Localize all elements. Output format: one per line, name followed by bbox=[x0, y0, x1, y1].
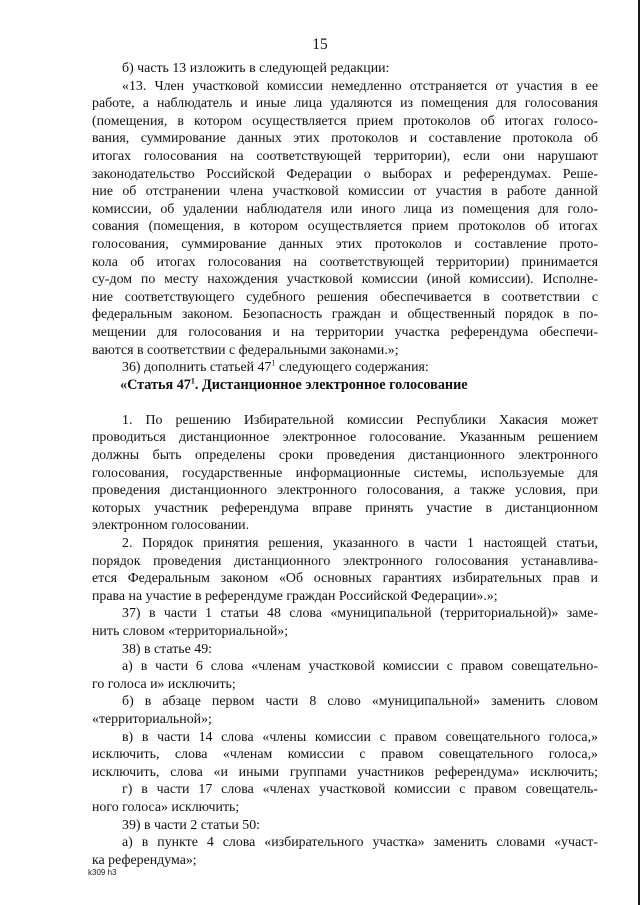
text-segment: 37) в части 1 статьи 48 слова «муниципальной (территориальной)» заме- bbox=[122, 606, 598, 622]
text-segment: должны быть определены сроки проведения дистанционного электронного bbox=[92, 448, 598, 464]
text-segment: «территориальной»; bbox=[92, 711, 212, 727]
text-segment: проводиться дистанционное электронное голосование. Указанным решением bbox=[92, 430, 598, 446]
text-line bbox=[92, 183, 598, 201]
text-segment: ка референдума»; bbox=[92, 852, 197, 868]
text-line bbox=[92, 517, 598, 535]
text-segment: ние об отстранении члена участковой комиссии от участия в работе данной bbox=[92, 184, 598, 200]
text-line bbox=[92, 852, 598, 870]
text-line bbox=[92, 324, 598, 342]
text-segment: мещении для голосования и на территории участка референдума обеспечи- bbox=[92, 324, 598, 340]
text-line bbox=[92, 676, 598, 694]
text-segment: в) в части 14 слова «члены комиссии с правом совещательного голоса,» bbox=[122, 729, 598, 745]
text-line bbox=[92, 641, 598, 659]
text-line bbox=[92, 658, 598, 676]
text-line bbox=[92, 500, 598, 518]
text-segment: итогах голосования на соответствующей территории), если они нарушают bbox=[92, 148, 598, 164]
text-segment: работе, а наблюдатель и иные лица удаляются из помещения для голосования bbox=[92, 96, 598, 112]
text-segment: комиссии, об удалении наблюдателя или иного лица из помещения для голо- bbox=[92, 201, 598, 217]
text-line bbox=[92, 764, 598, 782]
text-segment: ваются в соответствии с федеральными законами.»; bbox=[92, 342, 399, 358]
text-segment: 2. Порядок принятия решения, указанного в части 1 настоящей статьи, bbox=[122, 536, 598, 552]
text-segment: 38) в статье 49: bbox=[122, 641, 213, 657]
blank-line bbox=[92, 394, 598, 412]
article-heading bbox=[92, 377, 598, 395]
text-segment: голосования, суммирование данных этих протоколов и составление прото- bbox=[92, 236, 598, 252]
text-line bbox=[92, 271, 598, 289]
text-segment: законодательство Российской Федерации о выборах и референдумах. Реше- bbox=[92, 166, 598, 182]
text-segment: исключить, слова «и иными группами участников референдума» исключить; bbox=[92, 764, 598, 780]
text-line bbox=[92, 746, 598, 764]
text-segment: «Статья 47 bbox=[120, 376, 191, 393]
text-segment: ного голоса» исключить; bbox=[92, 799, 240, 815]
document-body bbox=[92, 60, 598, 869]
text-line bbox=[92, 130, 598, 148]
page-number: 15 bbox=[312, 36, 328, 53]
text-line bbox=[92, 254, 598, 272]
text-segment: порядок проведения дистанционного электронного голосования устанавлива- bbox=[92, 553, 598, 569]
text-segment: кола об итогах голосования на соответствующей территории) принимается bbox=[92, 254, 598, 270]
text-line bbox=[92, 623, 598, 641]
text-segment: голосования, государственные информационные системы, используемые для bbox=[92, 465, 598, 481]
text-segment: 1. По решению Избирательной комиссии Республики Хакасия может bbox=[122, 412, 598, 428]
text-line bbox=[92, 711, 598, 729]
text-line bbox=[92, 834, 598, 852]
text-line bbox=[92, 465, 598, 483]
text-segment: которых участник референдума вправе принять участие в дистанционном bbox=[92, 500, 598, 516]
text-segment: федеральным законом. Безопасность граждан и общественный порядок в по- bbox=[92, 307, 598, 323]
text-line bbox=[92, 218, 598, 236]
text-segment: а) в пункте 4 слова «избирательного участка» заменить словами «участ- bbox=[122, 835, 598, 851]
text-line bbox=[92, 799, 598, 817]
text-line bbox=[92, 113, 598, 131]
text-segment: «13. Член участковой комиссии немедленно отстраняется от участия в ее bbox=[122, 78, 598, 94]
footer-code: k309 h3 bbox=[88, 868, 117, 877]
text-segment: нить словом «территориальной»; bbox=[92, 624, 289, 639]
text-segment: . Дистанционное электронное голосование bbox=[194, 376, 468, 393]
text-line bbox=[92, 78, 598, 96]
text-segment: г) в части 17 слова «членах участковой комиссии с правом совещатель- bbox=[122, 782, 598, 798]
text-segment: су-дом по месту нахождения участковой комиссии (иной комиссии). Исполне- bbox=[92, 272, 598, 288]
text-segment: б) часть 13 изложить в следующей редакции: bbox=[122, 61, 390, 76]
superscript: 1 bbox=[271, 359, 276, 368]
text-segment: электронном голосовании. bbox=[92, 518, 250, 534]
text-line bbox=[92, 359, 598, 377]
text-line bbox=[92, 289, 598, 307]
text-line bbox=[92, 447, 598, 465]
text-line bbox=[92, 588, 598, 606]
text-segment: следующего содержания: bbox=[275, 360, 429, 376]
text-segment: проведения дистанционного электронного голосования, а также условия, при bbox=[92, 483, 598, 499]
text-line bbox=[92, 729, 598, 747]
text-line bbox=[92, 342, 598, 360]
text-segment: права на участие в референдуме граждан Российской Федерации».»; bbox=[92, 588, 498, 604]
text-segment: а) в части 6 слова «членам участковой комиссии с правом совещательно- bbox=[122, 659, 598, 675]
text-segment: (помещения, в котором осуществляется прием протоколов об итогах голосо- bbox=[92, 113, 598, 129]
text-line bbox=[92, 693, 598, 711]
text-line bbox=[92, 605, 598, 623]
text-line bbox=[92, 95, 598, 113]
text-line bbox=[92, 201, 598, 219]
superscript: 1 bbox=[190, 376, 195, 385]
text-line bbox=[92, 817, 598, 835]
text-line bbox=[92, 482, 598, 500]
text-line bbox=[92, 570, 598, 588]
text-segment: вания, суммирование данных этих протоколов и составление протокола об bbox=[92, 131, 598, 147]
text-line bbox=[92, 60, 598, 78]
text-line bbox=[92, 781, 598, 799]
text-segment: б) в абзаце первом части 8 слово «муниципальной» заменить словом bbox=[122, 694, 598, 710]
text-line bbox=[92, 535, 598, 553]
text-segment: ется Федеральным законом «Об основных гарантиях избирательных прав и bbox=[92, 571, 598, 587]
text-line bbox=[92, 236, 598, 254]
text-line bbox=[92, 148, 598, 166]
text-segment: исключить, слова «членам комиссии с правом совещательного голоса,» bbox=[92, 747, 598, 763]
text-segment: ние соответствующего судебного решения обеспечивается в соответствии с bbox=[92, 289, 598, 305]
text-line bbox=[92, 429, 598, 447]
text-segment: сования (помещения, в котором осуществляется прием протоколов об итогах bbox=[92, 219, 598, 235]
text-line bbox=[92, 306, 598, 324]
text-segment: 36) дополнить статьей 47 bbox=[122, 360, 272, 376]
text-line bbox=[92, 553, 598, 571]
text-line bbox=[92, 412, 598, 430]
text-segment: го голоса и» исключить; bbox=[92, 676, 236, 692]
text-line bbox=[92, 166, 598, 184]
text-segment: 39) в части 2 статьи 50: bbox=[122, 817, 261, 833]
